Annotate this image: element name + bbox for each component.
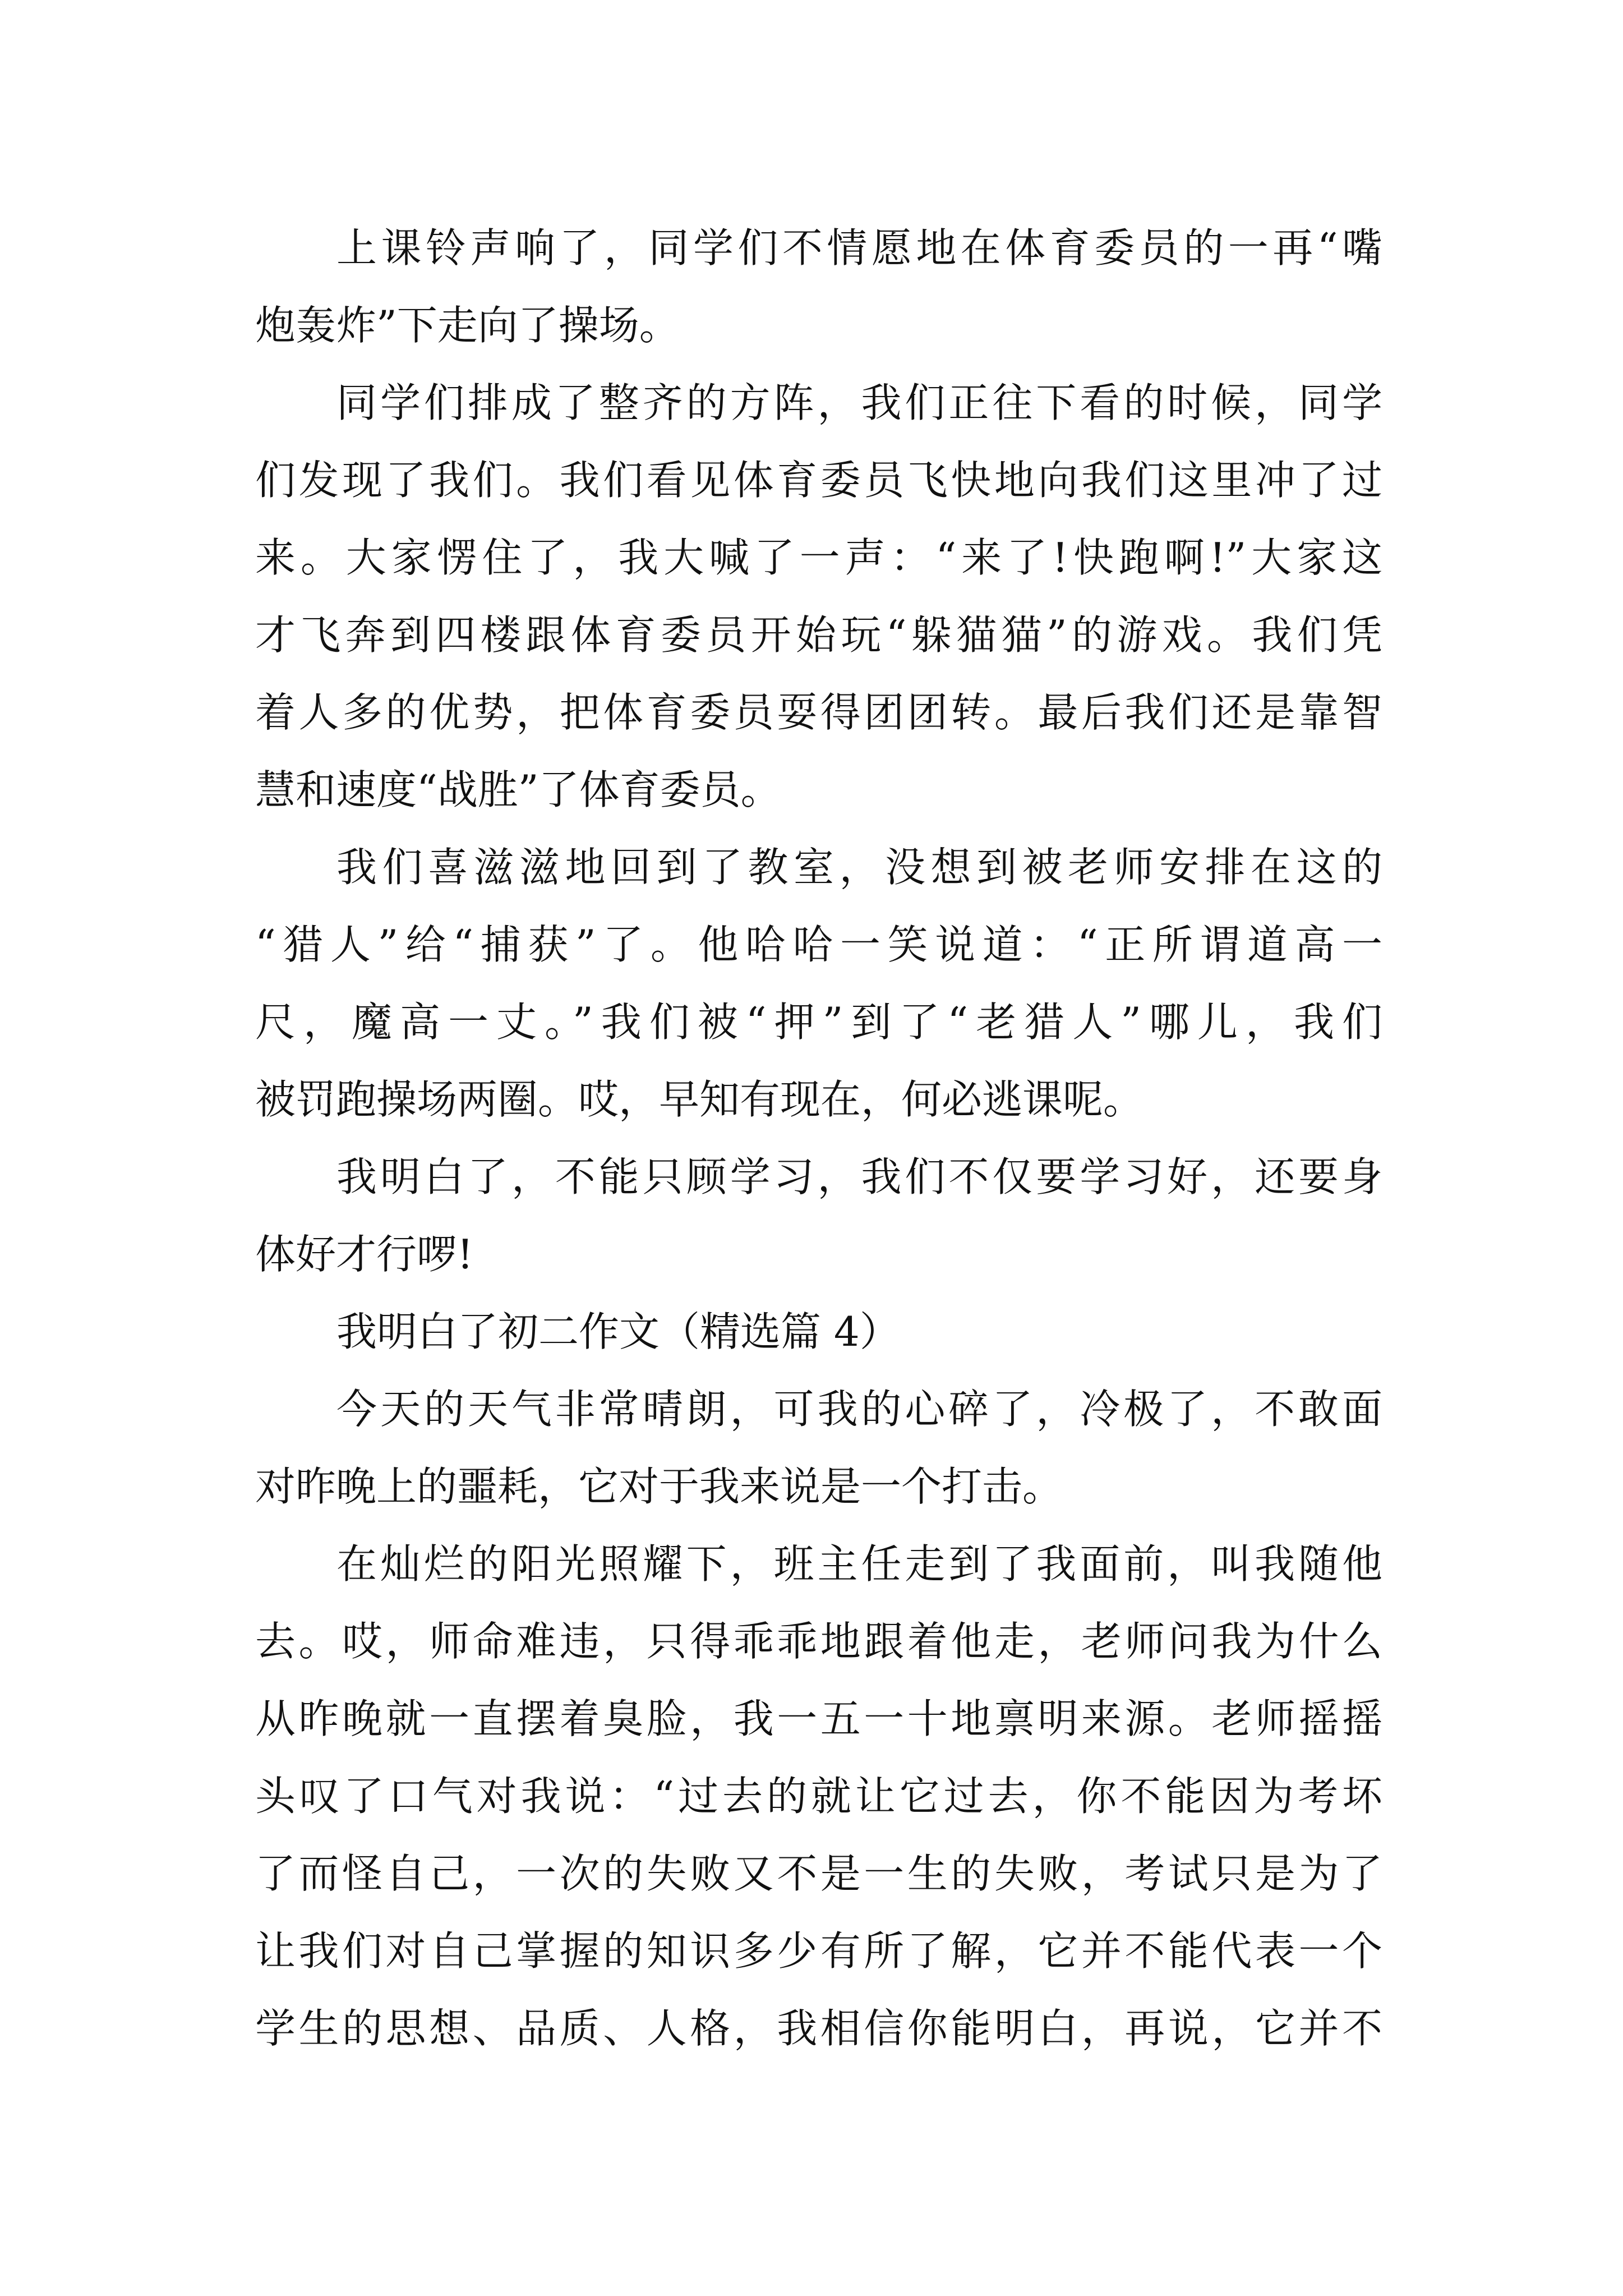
text-line: 才飞奔到四楼跟体育委员开始玩“躲猫猫”的游戏。我们凭: [255, 611, 1382, 659]
text-line: 们发现了我们。我们看见体育委员飞快地向我们这里冲了过: [255, 457, 1382, 504]
text-line: 学生的思想、品质、人格，我相信你能明白，再说，它并不: [255, 2005, 1382, 2052]
text-line: 体好才行啰!: [255, 1231, 473, 1278]
text-line: 今天的天气非常晴朗，可我的心碎了，冷极了，不敢面: [336, 1386, 1382, 1433]
text-line: 让我们对自己掌握的知识多少有所了解，它并不能代表一个: [255, 1927, 1382, 1975]
text-line: 去。哎，师命难违，只得乖乖地跟着他走，老师问我为什么: [255, 1618, 1382, 1665]
text-line: 从昨晚就一直摆着臭脸，我一五一十地禀明来源。老师摇摇: [255, 1695, 1382, 1742]
text-line: 上课铃声响了，同学们不情愿地在体育委员的一再“嘴: [336, 224, 1382, 272]
text-line: 同学们排成了整齐的方阵，我们正往下看的时候，同学: [336, 379, 1382, 426]
text-line: 我们喜滋滋地回到了教室，没想到被老师安排在这的: [336, 844, 1382, 891]
text-line: 慧和速度“战胜”了体育委员。: [255, 766, 781, 813]
text-line: 在灿烂的阳光照耀下，班主任走到了我面前，叫我随他: [336, 1540, 1382, 1588]
section-heading: 我明白了初二作文（精选篇 4）: [336, 1308, 900, 1355]
text-line: 尺，魔高一丈。”我们被“押”到了“老猎人”哪儿，我们: [255, 999, 1382, 1046]
text-line: 被罚跑操场两圈。哎，早知有现在，何必逃课呢。: [255, 1076, 1144, 1123]
text-line: 了而怪自己，一次的失败又不是一生的失败，考试只是为了: [255, 1850, 1382, 1897]
text-line: 头叹了口气对我说：“过去的就让它过去，你不能因为考坏: [255, 1773, 1382, 1820]
text-line: 着人多的优势，把体育委员耍得团团转。最后我们还是靠智: [255, 689, 1382, 736]
text-line: 我明白了，不能只顾学习，我们不仅要学习好，还要身: [336, 1153, 1382, 1200]
text-line: 炮轰炸”下走向了操场。: [255, 302, 680, 349]
text-line: 对昨晚上的噩耗，它对于我来说是一个打击。: [255, 1463, 1063, 1510]
text-line: “猎人”给“捕获”了。他哈哈一笑说道：“正所谓道高一: [255, 921, 1382, 968]
text-line: 来。大家愣住了，我大喊了一声：“来了!快跑啊!”大家这: [255, 534, 1382, 581]
